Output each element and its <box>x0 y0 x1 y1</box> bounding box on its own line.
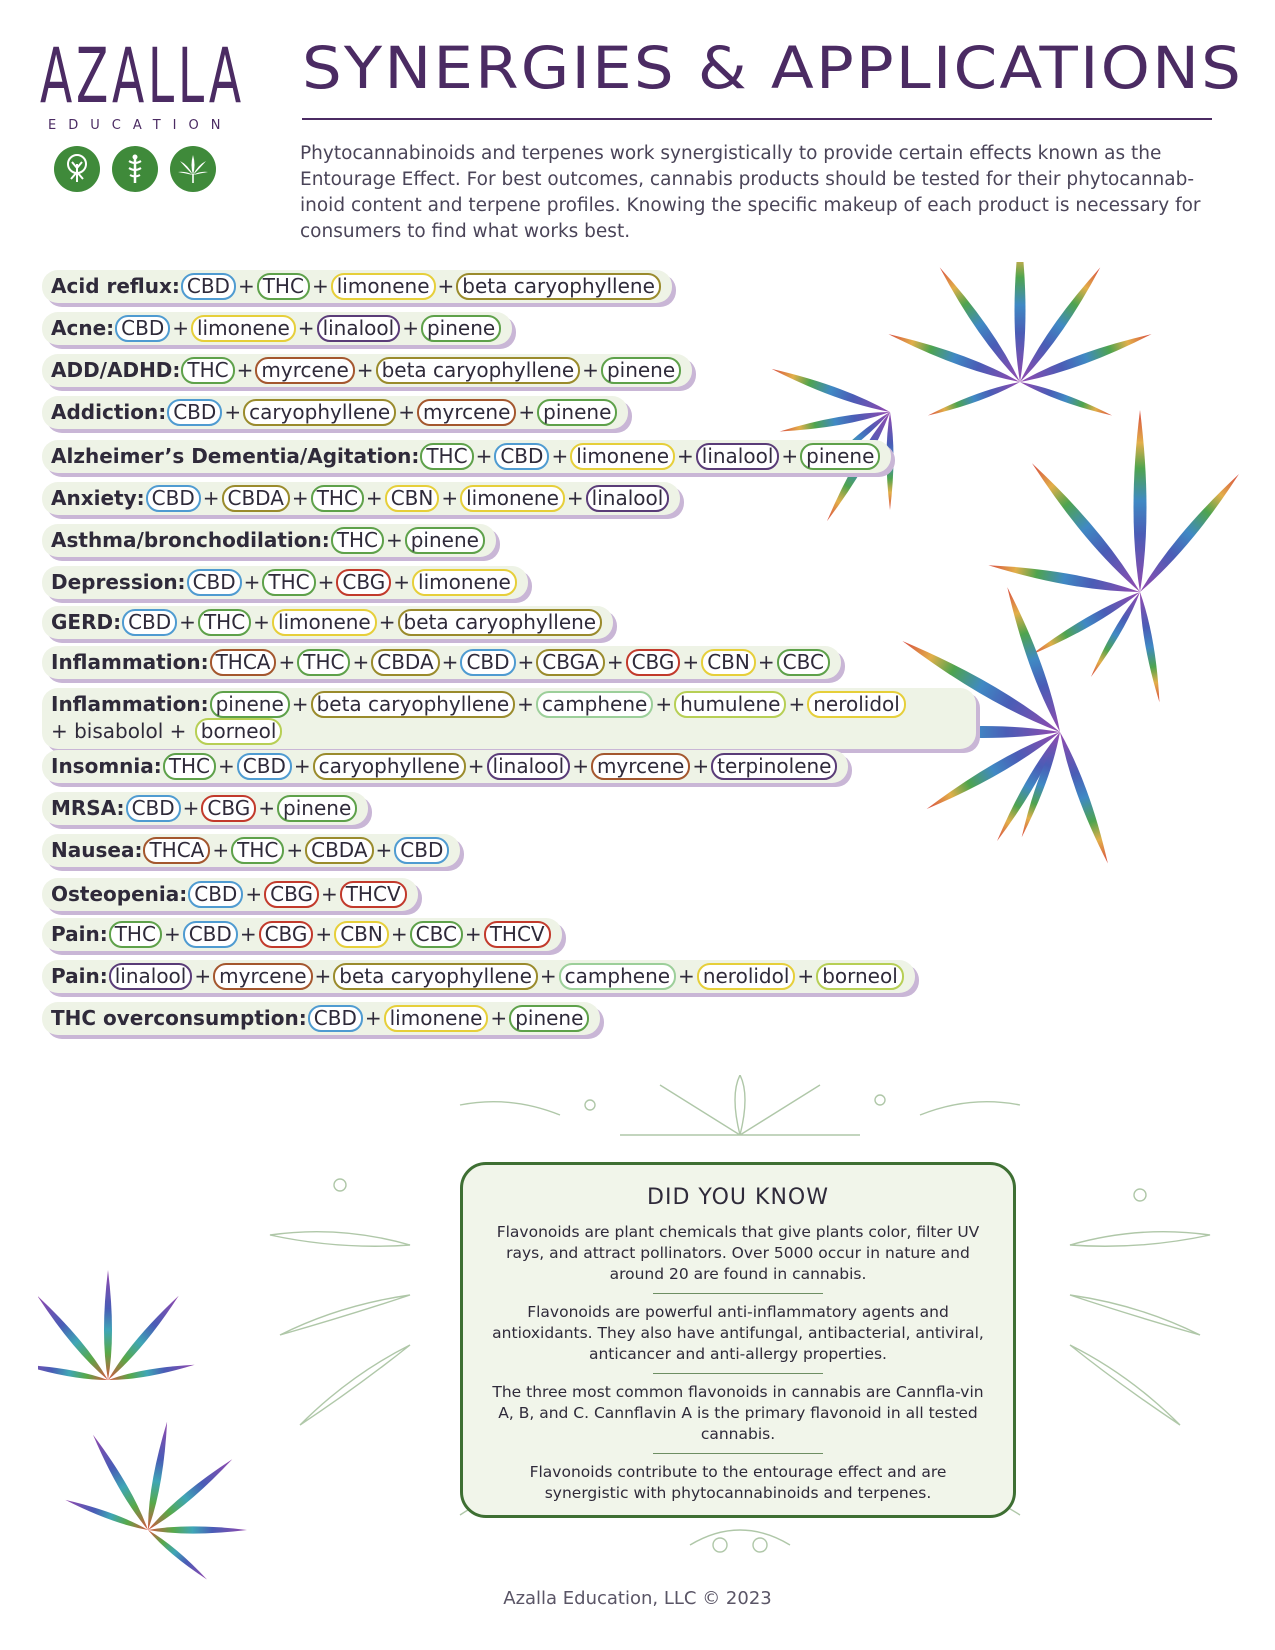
paragraph-divider <box>653 1453 823 1454</box>
ingredient-chip: CBD <box>188 881 243 908</box>
plus-sign: + <box>655 692 673 716</box>
ingredient-chip: CBC <box>777 649 830 676</box>
ingredient-chip: THC <box>163 753 216 780</box>
ingredient-chip: THC <box>198 609 251 636</box>
did-you-know-paragraph: Flavonoids are powerful anti-inflammatory agents and antioxidants. They also have antifungal, antibacterial, antiviral, anticancer and anti-allergy properties. <box>492 1303 984 1363</box>
plus-sign: + <box>582 358 599 382</box>
condition-label: THC overconsumption: <box>51 1006 307 1030</box>
condition-row <box>42 312 512 345</box>
condition-row <box>42 1002 600 1035</box>
condition-row <box>42 396 628 429</box>
condition-label: Acid reflux: <box>51 274 180 298</box>
plus-sign: + <box>757 650 775 674</box>
plus-sign: + <box>788 692 806 716</box>
condition-label: Osteopenia: <box>51 882 188 906</box>
plus-sign: + <box>518 400 536 424</box>
plus-sign: + <box>566 486 584 510</box>
did-you-know-box <box>460 1162 1016 1518</box>
plus-sign: + <box>490 1006 508 1030</box>
ingredient-chip: pinene <box>421 315 501 342</box>
plus-sign: + <box>317 570 335 594</box>
plus-sign: + <box>677 444 694 468</box>
plus-sign: + <box>551 444 569 468</box>
tree-icon <box>54 146 100 192</box>
plus-sign: + <box>314 964 332 988</box>
ingredient-chip: beta caryophyllene <box>398 609 603 636</box>
condition-row-box <box>42 918 562 951</box>
cannabis-leaf-icon <box>170 146 216 192</box>
plus-sign: + <box>179 610 196 634</box>
ingredient-chip: limonene <box>460 485 565 512</box>
plus-sign: + <box>182 796 200 820</box>
plus-sign: + <box>163 922 181 946</box>
condition-row-box <box>42 482 680 515</box>
condition-row-box <box>42 396 628 429</box>
ingredient-chip: myrcene <box>417 399 516 426</box>
ingredient-chip: myrcene <box>255 357 354 384</box>
plus-sign: + <box>258 796 276 820</box>
condition-row-box <box>42 1002 600 1035</box>
ingredient-chip: limonene <box>272 609 377 636</box>
plus-sign: + <box>224 400 242 424</box>
condition-row <box>42 482 680 515</box>
ingredient-chip: camphene <box>559 963 676 990</box>
plus-sign: + <box>236 358 254 382</box>
plus-sign: + <box>365 486 383 510</box>
plus-sign: + <box>378 610 396 634</box>
did-you-know-paragraph: The three most common flavonoids in cannabis are Cannfla-vin A, B, and C. Cannflavin A is the primary flavonoid in all tested cannabis. <box>492 1383 984 1443</box>
brand-name: AZALLA <box>40 31 245 120</box>
ingredient-chip: CBG <box>626 649 681 676</box>
condition-label: Acne: <box>51 316 115 340</box>
ingredient-chip: CBDA <box>371 649 439 676</box>
plus-sign: + <box>467 754 485 778</box>
ingredient-chip: linalool <box>586 485 670 512</box>
intro-paragraph: Phytocannabinoids and terpenes work synergistically to provide certain effects known as the Entourage Effect. For best outcomes, cannabis products should be tested for their phytocannab-inoid content and terpene profiles. Knowing the specific makeup of each product is necessary for consumers to find what works best. <box>300 143 1201 242</box>
ingredient-chip: CBDA <box>305 837 373 864</box>
brand-subtitle: EDUCATION <box>48 118 233 133</box>
condition-row <box>42 688 976 749</box>
plus-sign: + <box>293 754 311 778</box>
condition-row <box>42 606 613 639</box>
ingredient-chip: THCA <box>210 649 277 676</box>
ingredient-chip: pinene <box>601 357 681 384</box>
ingredient-chip: terpinolene <box>711 753 837 780</box>
ingredient-chip: nerolidol <box>807 691 906 718</box>
condition-row-box <box>42 688 976 749</box>
plus-sign: + <box>278 650 296 674</box>
ingredient-chip: linalool <box>109 963 193 990</box>
ingredient-chip: caryophyllene <box>313 753 466 780</box>
condition-label: Alzheimer’s Dementia/Agitation: <box>51 444 420 468</box>
condition-row-box <box>42 354 692 387</box>
plus-sign: + <box>781 444 799 468</box>
ingredient-chip: THCV <box>340 881 407 908</box>
plus-sign: + <box>237 274 255 298</box>
ingredient-chip: THC <box>311 485 364 512</box>
ingredient-chip: CBD <box>183 921 238 948</box>
ingredient-chip: pinene <box>537 399 617 426</box>
ingredient-chip: CBD <box>115 315 170 342</box>
ingredient-chip: CBD <box>494 443 549 470</box>
ingredient-chip: THC <box>257 273 310 300</box>
plus-sign: + <box>243 570 261 594</box>
plus-sign: + <box>797 964 815 988</box>
condition-row-box <box>42 834 460 867</box>
ingredient-chip: camphene <box>536 691 653 718</box>
brand-badges <box>54 146 216 192</box>
condition-row-box <box>42 646 841 679</box>
plus-sign: + <box>692 754 710 778</box>
condition-label: Depression: <box>51 570 186 594</box>
condition-row-box <box>42 960 915 993</box>
plus-sign: + <box>682 650 700 674</box>
plus-sign: + <box>517 650 535 674</box>
ingredient-chip: CBG <box>336 569 391 596</box>
ingredient-chip: CBD <box>146 485 201 512</box>
ingredient-chip: limonene <box>570 443 675 470</box>
plus-sign: + <box>212 838 230 862</box>
ingredient-chip: THC <box>181 357 234 384</box>
condition-row-box <box>42 750 848 783</box>
plus-sign: + <box>385 528 403 552</box>
ingredient-chip: CBN <box>701 649 756 676</box>
did-you-know-title: DID YOU KNOW <box>647 1185 829 1210</box>
ingredient-chip: CBD <box>167 399 222 426</box>
brand-logo <box>40 31 245 133</box>
ingredient-chip: beta caryophyllene <box>376 357 581 384</box>
condition-label: GERD: <box>51 610 122 634</box>
plus-sign: + <box>441 486 459 510</box>
ingredient-chip: CBDA <box>222 485 290 512</box>
ingredient-chip: myrcene <box>591 753 690 780</box>
condition-label: Nausea: <box>51 838 143 862</box>
copyright-footer: Azalla Education, LLC © 2023 <box>503 1588 772 1609</box>
ingredient-chip: THC <box>331 527 384 554</box>
ingredient-chip: myrcene <box>213 963 312 990</box>
ingredient-chip: CBD <box>122 609 177 636</box>
plus-sign: + <box>311 274 329 298</box>
plus-sign: + <box>356 358 374 382</box>
condition-row <box>42 566 528 599</box>
ingredient-chip: linalool <box>696 443 780 470</box>
condition-continuation: + bisabolol + <box>51 719 193 743</box>
ingredient-chip: CBG <box>264 881 319 908</box>
condition-row-box <box>42 524 496 557</box>
plus-sign: + <box>291 486 309 510</box>
ingredient-chip: borneol <box>195 718 283 745</box>
ingredient-chip: limonene <box>412 569 517 596</box>
condition-row <box>42 834 460 867</box>
plus-sign: + <box>291 692 309 716</box>
condition-label: Insomnia: <box>51 754 162 778</box>
ingredient-chip: pinene <box>277 795 357 822</box>
plus-sign: + <box>398 400 415 424</box>
ingredient-chip: humulene <box>674 691 786 718</box>
ingredient-chip: CBG <box>201 795 256 822</box>
plus-sign: + <box>194 964 212 988</box>
ingredient-chip: pinene <box>210 691 290 718</box>
ingredient-chip: THC <box>420 443 473 470</box>
cannabis-leaves-illustration <box>757 262 1240 902</box>
plus-sign: + <box>402 316 419 340</box>
condition-label: MRSA: <box>51 796 125 820</box>
did-you-know-paragraph: Flavonoids are plant chemicals that give plants color, filter UV rays, and attract pollinators. Over 5000 occur in nature and around 20 are found in cannabis. <box>496 1223 980 1283</box>
plus-sign: + <box>517 692 534 716</box>
condition-row <box>42 524 496 557</box>
plus-sign: + <box>253 610 270 634</box>
plus-sign: + <box>245 882 263 906</box>
title-divider <box>302 118 1212 120</box>
condition-row <box>42 270 672 303</box>
ingredient-chip: CBD <box>187 569 242 596</box>
condition-row <box>42 354 692 387</box>
plus-sign: + <box>475 444 493 468</box>
ingredient-chip: beta caryophyllene <box>311 691 516 718</box>
plus-sign: + <box>464 922 482 946</box>
plus-sign: + <box>539 964 557 988</box>
ingredient-chip: pinene <box>800 443 880 470</box>
ingredient-chip: CBG <box>259 921 314 948</box>
plus-sign: + <box>218 754 235 778</box>
condition-row <box>42 792 368 825</box>
ingredient-chip: CBD <box>181 273 236 300</box>
condition-row <box>42 960 915 993</box>
condition-label: Addiction: <box>51 400 167 424</box>
plus-sign: + <box>393 570 411 594</box>
condition-row-box <box>42 312 512 345</box>
condition-label: Asthma/bronchodilation: <box>51 528 330 552</box>
condition-row <box>42 918 562 951</box>
ingredient-chip: CBC <box>410 921 463 948</box>
ingredient-chip: THC <box>231 837 284 864</box>
condition-label: Inflammation: <box>51 650 209 674</box>
condition-label: Pain: <box>51 964 108 988</box>
ingredient-chip: limonene <box>384 1005 489 1032</box>
plus-sign: + <box>315 922 333 946</box>
ingredient-chip: pinene <box>405 527 485 554</box>
condition-row-box <box>42 792 368 825</box>
plus-sign: + <box>375 838 393 862</box>
ingredient-chip: nerolidol <box>697 963 796 990</box>
plus-sign: + <box>352 650 370 674</box>
ingredient-chip: CBD <box>394 837 449 864</box>
ingredient-chip: limonene <box>191 315 296 342</box>
ingredient-chip: CBN <box>334 921 389 948</box>
plus-sign: + <box>286 838 304 862</box>
condition-label: Pain: <box>51 922 108 946</box>
plus-sign: + <box>678 964 695 988</box>
plus-sign: + <box>441 650 459 674</box>
paragraph-divider <box>653 1373 823 1374</box>
plus-sign: + <box>320 882 338 906</box>
ingredient-chip: CBD <box>308 1005 363 1032</box>
ingredient-chip: THCA <box>143 837 210 864</box>
ingredient-chip: caryophyllene <box>243 399 396 426</box>
plus-sign: + <box>239 922 257 946</box>
plus-sign: + <box>606 650 624 674</box>
condition-row-box <box>42 440 891 473</box>
condition-row <box>42 878 418 911</box>
page-title: SYNERGIES & APPLICATIONS <box>302 34 1244 102</box>
condition-label: Anxiety: <box>51 486 145 510</box>
caduceus-icon <box>112 146 158 192</box>
ingredient-chip: linalool <box>317 315 401 342</box>
ingredient-chip: borneol <box>816 963 904 990</box>
condition-row-box <box>42 606 613 639</box>
condition-label: Inflammation: <box>51 692 209 716</box>
ingredient-chip: limonene <box>331 273 436 300</box>
plus-sign: + <box>364 1006 382 1030</box>
condition-row-box <box>42 270 672 303</box>
condition-row <box>42 440 891 473</box>
plus-sign: + <box>437 274 455 298</box>
ingredient-chip: CBD <box>460 649 515 676</box>
ingredient-chip: THCV <box>484 921 551 948</box>
ingredient-chip: CBGA <box>536 649 605 676</box>
ingredient-chip: THC <box>109 921 162 948</box>
ingredient-chip: beta caryophyllene <box>456 273 661 300</box>
ingredient-chip: CBD <box>237 753 292 780</box>
ingredient-chip: THC <box>262 569 315 596</box>
paragraph-divider <box>653 1293 823 1294</box>
did-you-know-paragraph: Flavonoids contribute to the entourage effect and are synergistic with phytocannabinoids and terpenes. <box>529 1463 947 1502</box>
condition-row <box>42 750 848 783</box>
condition-row <box>42 646 841 679</box>
condition-row-box <box>42 566 528 599</box>
ingredient-chip: linalool <box>487 753 571 780</box>
ingredient-chip: CBN <box>385 485 440 512</box>
plus-sign: + <box>390 922 408 946</box>
ingredient-chip: beta caryophyllene <box>333 963 538 990</box>
ingredient-chip: CBD <box>126 795 181 822</box>
ingredient-chip: THC <box>297 649 350 676</box>
plus-sign: + <box>172 316 189 340</box>
plus-sign: + <box>202 486 220 510</box>
ingredient-chip: pinene <box>509 1005 589 1032</box>
plus-sign: + <box>297 316 315 340</box>
condition-label: ADD/ADHD: <box>51 358 181 382</box>
plus-sign: + <box>572 754 589 778</box>
condition-row-box <box>42 878 418 911</box>
